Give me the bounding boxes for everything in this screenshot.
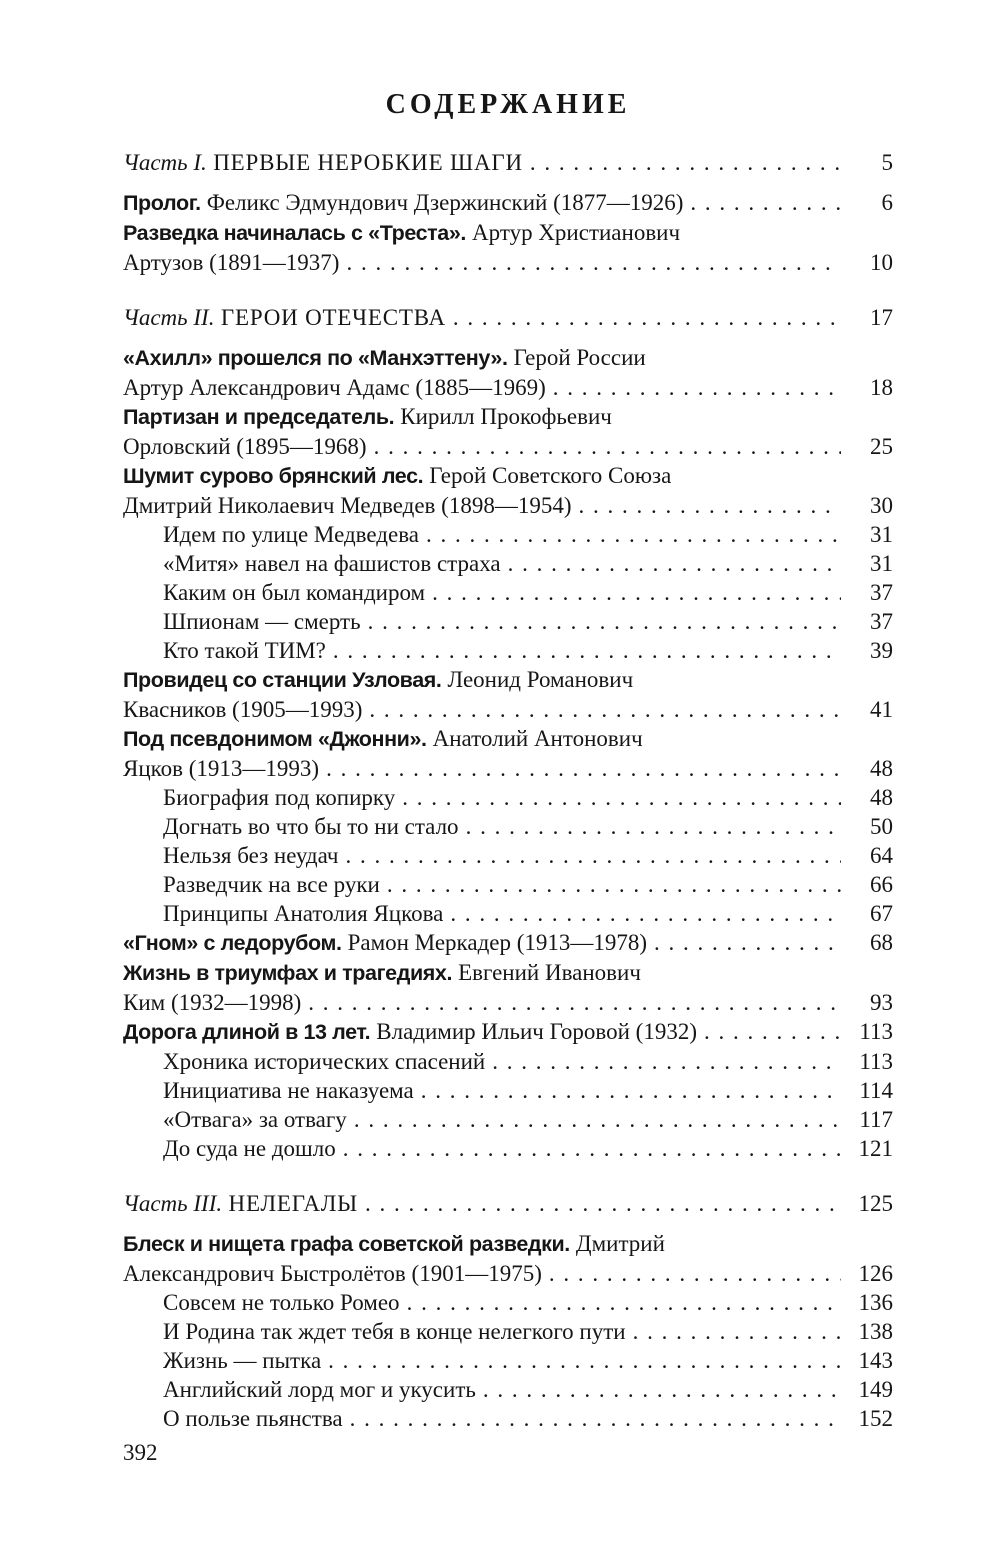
dot-leader — [690, 188, 841, 217]
toc-subentry — [123, 1317, 893, 1346]
entry-text: Ким (1932—1998) — [123, 990, 302, 1015]
entry-text: Александрович Быстролётов (1901—1975) — [123, 1261, 542, 1286]
page-number: 152 — [858, 1406, 893, 1431]
toc-subentry — [123, 812, 893, 841]
dot-leader — [308, 988, 841, 1017]
dot-leader — [483, 1375, 841, 1404]
entry-text: Разведчик на все руки — [163, 872, 380, 897]
entry-title: Под псевдонимом «Джонни». — [123, 727, 427, 751]
toc-entry-continuation — [123, 1259, 893, 1288]
dot-leader — [374, 432, 841, 461]
dot-leader — [345, 841, 841, 870]
entry-title: Блеск и нищета графа советской разведки. — [123, 1232, 570, 1256]
toc-subentry — [123, 1134, 893, 1163]
entry-title: Дорога длиной в 13 лет. — [123, 1020, 371, 1044]
entry-text: Артур Александрович Адамс (1885—1969) — [123, 375, 546, 400]
toc-subentry — [123, 1404, 893, 1433]
entry-text: Дмитрий Николаевич Медведев (1898—1954) — [123, 493, 572, 518]
page-number: 113 — [859, 1049, 893, 1074]
toc-entry — [123, 188, 893, 218]
entry-text: Каким он был командиром — [163, 580, 426, 605]
toc-subentry — [123, 870, 893, 899]
toc-subentry — [123, 578, 893, 607]
toc-entry-continuation — [123, 373, 893, 402]
toc-subentry — [123, 607, 893, 636]
page-number: 48 — [870, 756, 893, 781]
entry-text: Герой России — [513, 345, 646, 370]
dot-leader — [354, 1105, 841, 1134]
page-number: 126 — [858, 1261, 893, 1286]
part-title: ГЕРОИ ОТЕЧЕСТВА — [220, 305, 446, 330]
entry-text: Совсем не только Ромео — [163, 1290, 400, 1315]
dot-leader — [492, 1047, 841, 1076]
entry-text: Принципы Анатолия Яцкова — [163, 901, 444, 926]
dot-leader — [578, 491, 841, 520]
page-number: 25 — [870, 434, 893, 459]
part-title: ПЕРВЫЕ НЕРОБКИЕ ШАГИ — [213, 150, 523, 175]
entry-text: Леонид Романович — [447, 667, 634, 692]
toc-subentry — [123, 1346, 893, 1375]
toc-subentry — [123, 1375, 893, 1404]
dot-leader — [407, 1288, 841, 1317]
entry-text: Яцков (1913—1993) — [123, 756, 320, 781]
toc-entry-continuation — [123, 248, 893, 277]
entry-text: О пользе пьянства — [163, 1406, 343, 1431]
dot-leader — [343, 1134, 841, 1163]
entry-text: Феликс Эдмундович Дзержинский (1877—1926) — [206, 190, 684, 215]
dot-leader — [553, 373, 841, 402]
entry-text: И Родина так ждет тебя в конце нелегкого пути — [163, 1319, 626, 1344]
page-number: 31 — [870, 522, 893, 547]
entry-text: «Отвага» за отвагу — [163, 1107, 347, 1132]
dot-leader — [402, 783, 841, 812]
entry-text: Догнать во что бы то ни стало — [163, 814, 459, 839]
part-label: Часть III. — [123, 1191, 223, 1216]
entry-text: Хроника исторических спасений — [163, 1049, 486, 1074]
entry-text: Нельзя без неудач — [163, 843, 339, 868]
contents-title: СОДЕРЖАНИЕ — [385, 89, 631, 120]
dot-leader — [365, 1189, 841, 1218]
page-number: 37 — [870, 580, 893, 605]
page-number: 143 — [858, 1348, 893, 1373]
toc-entry — [123, 402, 893, 432]
toc-subentry — [123, 1047, 893, 1076]
page-number: 136 — [858, 1290, 893, 1315]
entry-text: «Митя» навел на фашистов страха — [163, 551, 501, 576]
page-number: 121 — [858, 1136, 893, 1161]
toc-entry-continuation — [123, 754, 893, 783]
page-number: 48 — [870, 785, 893, 810]
dot-leader — [328, 1346, 841, 1375]
entry-text: Квасников (1905—1993) — [123, 697, 363, 722]
page-number: 10 — [870, 250, 893, 275]
part-label: Часть II. — [123, 305, 215, 330]
page-number: 117 — [859, 1107, 893, 1132]
entry-text: Кирилл Прокофьевич — [400, 404, 612, 429]
page-number: 17 — [870, 305, 893, 330]
page-number: 37 — [870, 609, 893, 634]
entry-text: Жизнь — пытка — [163, 1348, 322, 1373]
toc-part-heading — [123, 303, 893, 332]
toc-subentry — [123, 1288, 893, 1317]
entry-text: Биография под копирку — [163, 785, 396, 810]
toc-subentry — [123, 549, 893, 578]
page-number: 5 — [881, 150, 893, 175]
page-number: 138 — [858, 1319, 893, 1344]
dot-leader — [368, 607, 841, 636]
dot-leader — [432, 578, 841, 607]
toc-entry — [123, 218, 893, 248]
dot-leader — [421, 1076, 841, 1105]
entry-text: Артур Христианович — [472, 220, 681, 245]
page-number: 113 — [859, 1019, 893, 1044]
toc-entry — [123, 1017, 893, 1047]
entry-text: Анатолий Антонович — [432, 726, 643, 751]
part-label: Часть I. — [123, 150, 207, 175]
dot-leader — [453, 303, 841, 332]
page-number: 66 — [870, 872, 893, 897]
entry-title: «Гном» с ледорубом. — [123, 931, 342, 955]
toc-entry — [123, 928, 893, 958]
toc-part-heading — [123, 1189, 893, 1218]
dot-leader — [326, 754, 841, 783]
entry-text: Владимир Ильич Горовой (1932) — [376, 1019, 697, 1044]
dot-leader — [333, 636, 841, 665]
toc-entry — [123, 461, 893, 491]
page-number: 39 — [870, 638, 893, 663]
page-number: 50 — [870, 814, 893, 839]
entry-text: Артузов (1891—1937) — [123, 250, 340, 275]
dot-leader — [426, 520, 841, 549]
page-number: 114 — [859, 1078, 893, 1103]
toc-entry-continuation — [123, 491, 893, 520]
toc-subentry — [123, 1105, 893, 1134]
entry-text: Герой Советского Союза — [429, 463, 672, 488]
entry-title: Провидец со станции Узловая. — [123, 668, 442, 692]
page-number: 64 — [870, 843, 893, 868]
toc-list — [123, 148, 893, 1433]
part-title: НЕЛЕГАЛЫ — [228, 1191, 359, 1216]
dot-leader — [704, 1017, 841, 1046]
page-number: 93 — [870, 990, 893, 1015]
toc-subentry — [123, 783, 893, 812]
dot-leader — [530, 148, 841, 177]
entry-text: Инициатива не наказуема — [163, 1078, 414, 1103]
toc-entry — [123, 724, 893, 754]
toc-entry — [123, 958, 893, 988]
toc-subentry — [123, 899, 893, 928]
page-number: 67 — [870, 901, 893, 926]
dot-leader — [654, 928, 841, 957]
toc-entry-continuation — [123, 695, 893, 724]
dot-leader — [633, 1317, 841, 1346]
entry-text: Идем по улице Медведева — [163, 522, 419, 547]
entry-title: «Ахилл» прошелся по «Манхэттену». — [123, 346, 508, 370]
page-number: 6 — [881, 190, 893, 215]
dot-leader — [466, 812, 841, 841]
toc-subentry — [123, 1076, 893, 1105]
toc-entry — [123, 665, 893, 695]
toc-entry-continuation — [123, 988, 893, 1017]
entry-text: Английский лорд мог и укусить — [163, 1377, 476, 1402]
toc-subentry — [123, 636, 893, 665]
entry-title: Партизан и председатель. — [123, 405, 395, 429]
entry-text: До суда не дошло — [163, 1136, 336, 1161]
entry-text: Дмитрий — [575, 1231, 665, 1256]
page-number: 31 — [870, 551, 893, 576]
page-number: 149 — [858, 1377, 893, 1402]
dot-leader — [508, 549, 841, 578]
page-number: 41 — [870, 697, 893, 722]
toc-part-heading — [123, 148, 893, 177]
folio-page-number: 392 — [123, 1440, 158, 1465]
toc-entry-continuation — [123, 432, 893, 461]
toc-subentry — [123, 520, 893, 549]
toc-subentry — [123, 841, 893, 870]
toc-entry — [123, 343, 893, 373]
dot-leader — [369, 695, 841, 724]
contents-section — [123, 88, 893, 1433]
page-number: 30 — [870, 493, 893, 518]
entry-title: Разведка начиналась с «Треста». — [123, 221, 466, 245]
entry-text: Кто такой ТИМ? — [163, 638, 326, 663]
dot-leader — [346, 248, 841, 277]
page-number: 18 — [870, 375, 893, 400]
entry-title: Пролог. — [123, 191, 201, 215]
entry-title: Жизнь в триумфах и трагедиях. — [123, 961, 453, 985]
toc-entry — [123, 1229, 893, 1259]
page-number: 125 — [858, 1191, 893, 1216]
dot-leader — [350, 1404, 841, 1433]
dot-leader — [387, 870, 841, 899]
entry-text: Орловский (1895—1968) — [123, 434, 367, 459]
page-number: 68 — [870, 930, 893, 955]
dot-leader — [549, 1259, 841, 1288]
entry-title: Шумит сурово брянский лес. — [123, 464, 424, 488]
entry-text: Шпионам — смерть — [163, 609, 361, 634]
entry-text: Евгений Иванович — [458, 960, 641, 985]
dot-leader — [450, 899, 841, 928]
entry-text: Рамон Меркадер (1913—1978) — [347, 930, 648, 955]
